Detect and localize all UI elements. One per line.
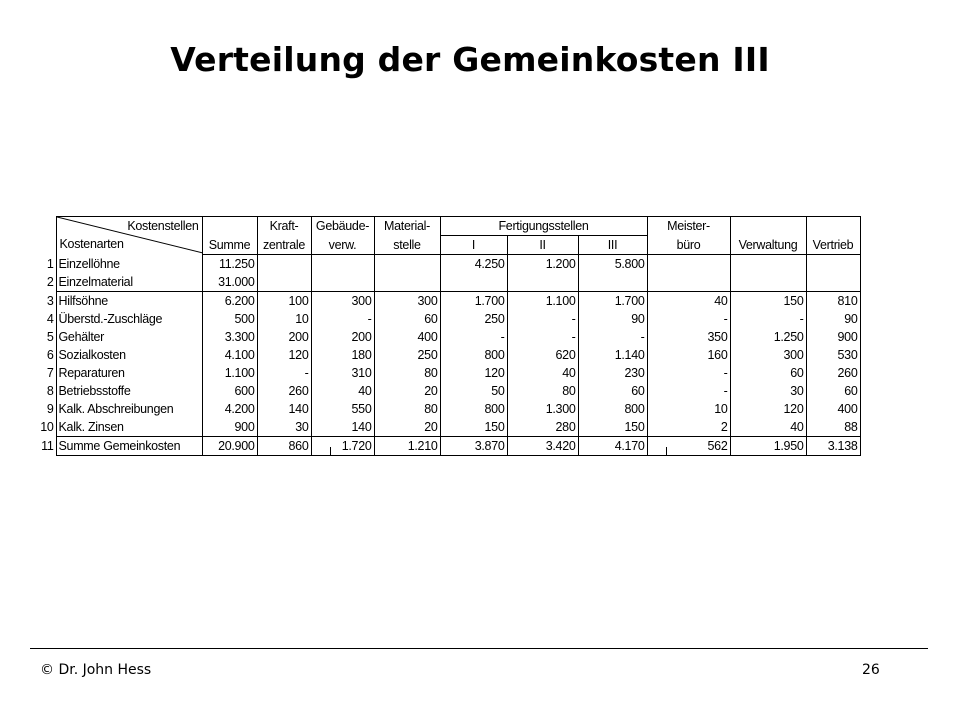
cell-f3: - bbox=[578, 328, 647, 346]
row-number: 8 bbox=[46, 384, 54, 398]
cell-material: 300 bbox=[374, 292, 440, 311]
footer-copyright: © Dr. John Hess bbox=[40, 662, 152, 678]
cell-gebaeude: 1.720 bbox=[311, 437, 374, 456]
cell-f2 bbox=[507, 273, 578, 292]
cell-f2: 80 bbox=[507, 382, 578, 400]
cell-summe: 500 bbox=[202, 310, 257, 328]
cost-type-label: Betriebsstoffe bbox=[56, 382, 202, 400]
cost-distribution-table-wrapper bbox=[30, 216, 861, 456]
cell-f3: 5.800 bbox=[578, 255, 647, 274]
table-row bbox=[30, 364, 860, 382]
cell-meister: 160 bbox=[647, 346, 730, 364]
row-number: 9 bbox=[46, 402, 54, 416]
cost-type-label: Summe Gemeinkosten bbox=[56, 437, 202, 456]
cell-vertrieb: 88 bbox=[806, 418, 860, 437]
cell-verwaltung: 60 bbox=[730, 364, 806, 382]
gebaeude-header-2: verw. bbox=[311, 236, 374, 255]
table-row bbox=[30, 328, 860, 346]
cell-verwaltung: 1.950 bbox=[730, 437, 806, 456]
cell-f3: 150 bbox=[578, 418, 647, 437]
cell-kraft: 140 bbox=[257, 400, 311, 418]
cell-meister: - bbox=[647, 310, 730, 328]
cell-f3: 60 bbox=[578, 382, 647, 400]
cell-meister: - bbox=[647, 364, 730, 382]
cell-kraft: 30 bbox=[257, 418, 311, 437]
table-row bbox=[30, 437, 860, 456]
cell-gebaeude: 180 bbox=[311, 346, 374, 364]
cell-kraft: 260 bbox=[257, 382, 311, 400]
cell-vertrieb: 530 bbox=[806, 346, 860, 364]
cell-summe: 6.200 bbox=[202, 292, 257, 311]
cell-f1: 150 bbox=[440, 418, 507, 437]
cell-material bbox=[374, 255, 440, 274]
cell-f2: - bbox=[507, 328, 578, 346]
cell-f1: 4.250 bbox=[440, 255, 507, 274]
cell-gebaeude: 310 bbox=[311, 364, 374, 382]
cell-verwaltung: 30 bbox=[730, 382, 806, 400]
table-row bbox=[30, 292, 860, 311]
table-row bbox=[30, 418, 860, 437]
cell-kraft: 10 bbox=[257, 310, 311, 328]
cell-vertrieb: 900 bbox=[806, 328, 860, 346]
cell-material: 1.210 bbox=[374, 437, 440, 456]
cell-summe: 3.300 bbox=[202, 328, 257, 346]
materialstelle-header-2: stelle bbox=[374, 236, 440, 255]
cell-meister bbox=[647, 273, 730, 292]
table-row bbox=[30, 273, 860, 292]
kostenstellen-label: Kostenstellen bbox=[127, 219, 199, 233]
cell-verwaltung bbox=[730, 273, 806, 292]
cell-f3: 1.700 bbox=[578, 292, 647, 311]
cell-summe: 1.100 bbox=[202, 364, 257, 382]
cell-vertrieb: 810 bbox=[806, 292, 860, 311]
cost-type-label: Kalk. Zinsen bbox=[56, 418, 202, 437]
cell-gebaeude: 40 bbox=[311, 382, 374, 400]
cell-material: 60 bbox=[374, 310, 440, 328]
cell-f1 bbox=[440, 273, 507, 292]
cell-material bbox=[374, 273, 440, 292]
cell-summe: 4.200 bbox=[202, 400, 257, 418]
cell-meister bbox=[647, 255, 730, 274]
cell-f2: 1.300 bbox=[507, 400, 578, 418]
cell-vertrieb bbox=[806, 273, 860, 292]
meisterbuero-header-2: büro bbox=[647, 236, 730, 255]
cost-type-label: Kalk. Abschreibungen bbox=[56, 400, 202, 418]
cell-verwaltung: 150 bbox=[730, 292, 806, 311]
cell-verwaltung: 120 bbox=[730, 400, 806, 418]
cell-kraft: 120 bbox=[257, 346, 311, 364]
cell-material: 20 bbox=[374, 382, 440, 400]
cell-f1: 800 bbox=[440, 400, 507, 418]
cell-f2: 620 bbox=[507, 346, 578, 364]
cell-kraft: 860 bbox=[257, 437, 311, 456]
fertigung-2-header: II bbox=[507, 236, 578, 255]
footer-divider bbox=[30, 648, 928, 649]
cost-type-label: Einzellöhne bbox=[56, 255, 202, 274]
cell-summe: 20.900 bbox=[202, 437, 257, 456]
fertigungsstellen-header: Fertigungsstellen bbox=[440, 217, 647, 236]
cell-kraft bbox=[257, 273, 311, 292]
cell-gebaeude: 200 bbox=[311, 328, 374, 346]
cell-f1: 3.870 bbox=[440, 437, 507, 456]
page-title: Verteilung der Gemeinkosten III bbox=[170, 40, 770, 79]
cell-f3: 230 bbox=[578, 364, 647, 382]
cell-f3: 1.140 bbox=[578, 346, 647, 364]
cell-f2: 3.420 bbox=[507, 437, 578, 456]
gebaeude-header-1: Gebäude- bbox=[311, 217, 374, 236]
cell-f2: 280 bbox=[507, 418, 578, 437]
cell-gebaeude: - bbox=[311, 310, 374, 328]
row-number: 2 bbox=[46, 275, 54, 290]
cell-summe: 4.100 bbox=[202, 346, 257, 364]
cell-meister: - bbox=[647, 382, 730, 400]
cell-verwaltung: 300 bbox=[730, 346, 806, 364]
verwaltung-header: Verwaltung bbox=[730, 236, 806, 255]
cell-verwaltung: 40 bbox=[730, 418, 806, 437]
cell-meister: 40 bbox=[647, 292, 730, 311]
meisterbuero-header-1: Meister- bbox=[647, 217, 730, 236]
fertigung-1-header: I bbox=[440, 236, 507, 255]
cell-summe: 31.000 bbox=[202, 273, 257, 292]
row-number: 3 bbox=[46, 293, 54, 308]
cell-vertrieb: 60 bbox=[806, 382, 860, 400]
row-number: 1 bbox=[46, 256, 54, 271]
cell-meister: 350 bbox=[647, 328, 730, 346]
header-row-1 bbox=[30, 217, 860, 236]
cell-verwaltung: 1.250 bbox=[730, 328, 806, 346]
row-number: 4 bbox=[46, 312, 54, 326]
cell-f3: 90 bbox=[578, 310, 647, 328]
cell-f1: 1.700 bbox=[440, 292, 507, 311]
cell-f2: - bbox=[507, 310, 578, 328]
cell-gebaeude: 140 bbox=[311, 418, 374, 437]
kraftzentrale-header-2: zentrale bbox=[257, 236, 311, 255]
cost-type-label: Gehälter bbox=[56, 328, 202, 346]
materialstelle-header-1: Material- bbox=[374, 217, 440, 236]
cost-type-label: Einzelmaterial bbox=[56, 273, 202, 292]
cell-meister: 10 bbox=[647, 400, 730, 418]
cell-gebaeude: 300 bbox=[311, 292, 374, 311]
table-row bbox=[30, 310, 860, 328]
cell-vertrieb: 400 bbox=[806, 400, 860, 418]
vertrieb-header: Vertrieb bbox=[806, 236, 860, 255]
cell-summe: 600 bbox=[202, 382, 257, 400]
cell-summe: 11.250 bbox=[202, 255, 257, 274]
cell-kraft: 100 bbox=[257, 292, 311, 311]
cell-f1: 800 bbox=[440, 346, 507, 364]
cell-f1: 250 bbox=[440, 310, 507, 328]
cell-f2: 40 bbox=[507, 364, 578, 382]
table-row bbox=[30, 346, 860, 364]
cell-f1: 50 bbox=[440, 382, 507, 400]
summe-header: Summe bbox=[202, 236, 257, 255]
cell-f2: 1.200 bbox=[507, 255, 578, 274]
cell-verwaltung: - bbox=[730, 310, 806, 328]
cost-type-label: Hilfsöhne bbox=[56, 292, 202, 311]
table-row bbox=[30, 400, 860, 418]
row-number: 6 bbox=[46, 348, 54, 362]
kostenarten-label: Kostenarten bbox=[59, 237, 124, 251]
cell-vertrieb: 260 bbox=[806, 364, 860, 382]
cost-type-label: Überstd.-Zuschläge bbox=[56, 310, 202, 328]
cost-type-label: Reparaturen bbox=[56, 364, 202, 382]
cell-meister: 2 bbox=[647, 418, 730, 437]
page-number: 26 bbox=[862, 662, 880, 678]
diagonal-header-cell bbox=[56, 217, 202, 255]
cell-f3: 800 bbox=[578, 400, 647, 418]
cell-kraft: 200 bbox=[257, 328, 311, 346]
cell-f1: 120 bbox=[440, 364, 507, 382]
row-number: 11 bbox=[41, 439, 54, 453]
cell-gebaeude: 550 bbox=[311, 400, 374, 418]
cell-summe: 900 bbox=[202, 418, 257, 437]
fertigung-3-header: III bbox=[578, 236, 647, 255]
tick-mark bbox=[330, 447, 331, 455]
table-row bbox=[30, 382, 860, 400]
cell-f2: 1.100 bbox=[507, 292, 578, 311]
cell-material: 20 bbox=[374, 418, 440, 437]
cell-f3 bbox=[578, 273, 647, 292]
cell-f1: - bbox=[440, 328, 507, 346]
cost-distribution-table bbox=[30, 216, 861, 456]
cell-kraft: - bbox=[257, 364, 311, 382]
tick-mark bbox=[666, 447, 667, 455]
cell-gebaeude bbox=[311, 273, 374, 292]
row-number: 5 bbox=[46, 330, 54, 344]
cell-verwaltung bbox=[730, 255, 806, 274]
cost-type-label: Sozialkosten bbox=[56, 346, 202, 364]
cell-material: 400 bbox=[374, 328, 440, 346]
cell-f3: 4.170 bbox=[578, 437, 647, 456]
row-number: 7 bbox=[46, 366, 54, 380]
kraftzentrale-header-1: Kraft- bbox=[257, 217, 311, 236]
cell-vertrieb bbox=[806, 255, 860, 274]
cell-gebaeude bbox=[311, 255, 374, 274]
cell-material: 250 bbox=[374, 346, 440, 364]
cell-kraft bbox=[257, 255, 311, 274]
cell-vertrieb: 90 bbox=[806, 310, 860, 328]
table-row bbox=[30, 255, 860, 274]
row-number: 10 bbox=[40, 420, 54, 435]
cell-material: 80 bbox=[374, 400, 440, 418]
cell-vertrieb: 3.138 bbox=[806, 437, 860, 456]
cell-meister: 562 bbox=[647, 437, 730, 456]
cell-material: 80 bbox=[374, 364, 440, 382]
